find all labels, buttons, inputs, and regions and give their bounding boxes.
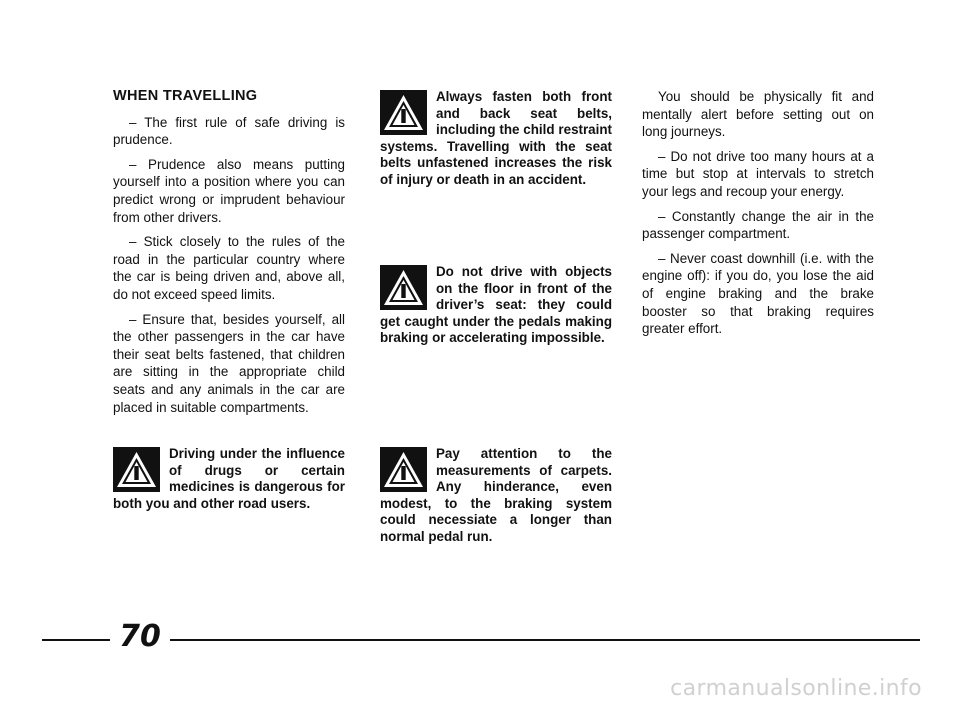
warning-seat-belts — [380, 89, 612, 189]
paragraph: – The first rule of safe driving is prudence. — [113, 114, 345, 148]
page-number: 70 — [119, 619, 161, 654]
warning-floor-objects — [380, 264, 612, 347]
warning-text: Always fasten both front and back seat belts, including the child restraint systems. Travelling with the seat belts unfastened increases the risk of injury or death in an accident. — [380, 89, 612, 187]
paragraph: – Stick closely to the rules of the road in the particular country where the car is being driven and, above all, do not exceed speed limits. — [113, 234, 345, 302]
paragraph: – Do not drive too many hours at a time but stop at intervals to stretch your legs and recoup your energy. — [642, 148, 874, 199]
warning-drugs — [113, 446, 345, 512]
warning-triangle-icon — [380, 265, 427, 310]
paragraph: – Never coast downhill (i.e. with the engine off): if you do, you lose the aid of engine braking and the brake booster so that braking requires greater effort. — [642, 250, 874, 337]
footer-rule-right — [170, 639, 920, 641]
paragraph: – Ensure that, besides yourself, all the other passengers in the car have their seat belts fastened, that children are sitting in the appropriate child seats and any animals in the car are placed in suitable compartments. — [113, 311, 345, 415]
warning-triangle-icon — [380, 90, 427, 135]
paragraph: You should be physically fit and mentally alert before setting out on long journeys. — [642, 89, 874, 140]
footer-rule-left — [42, 639, 110, 641]
warning-text: Driving under the influence of drugs or certain medicines is dangerous for both you and other road users. — [113, 446, 345, 511]
warning-text: Pay attention to the measurements of carpets. Any hinderance, even modest, to the braking system could necessiate a longer than normal pedal run. — [380, 446, 612, 544]
paragraph: – Prudence also means putting yourself into a position where you can predict wrong or imprudent behaviour from other drivers. — [113, 156, 345, 225]
warning-text: Do not drive with objects on the floor in front of the driver’s seat: they could get caught under the pedals making braking or accelerating impossible. — [380, 264, 612, 346]
paragraph: – Constantly change the air in the passenger compartment. — [642, 208, 874, 242]
warning-triangle-icon — [113, 447, 160, 492]
section-heading: WHEN TRAVELLING — [113, 88, 258, 104]
column-left — [113, 88, 345, 423]
warning-triangle-icon — [380, 447, 427, 492]
column-right — [642, 88, 874, 345]
watermark-text: carmanualsonline.info — [670, 676, 922, 701]
warning-carpets — [380, 446, 612, 546]
